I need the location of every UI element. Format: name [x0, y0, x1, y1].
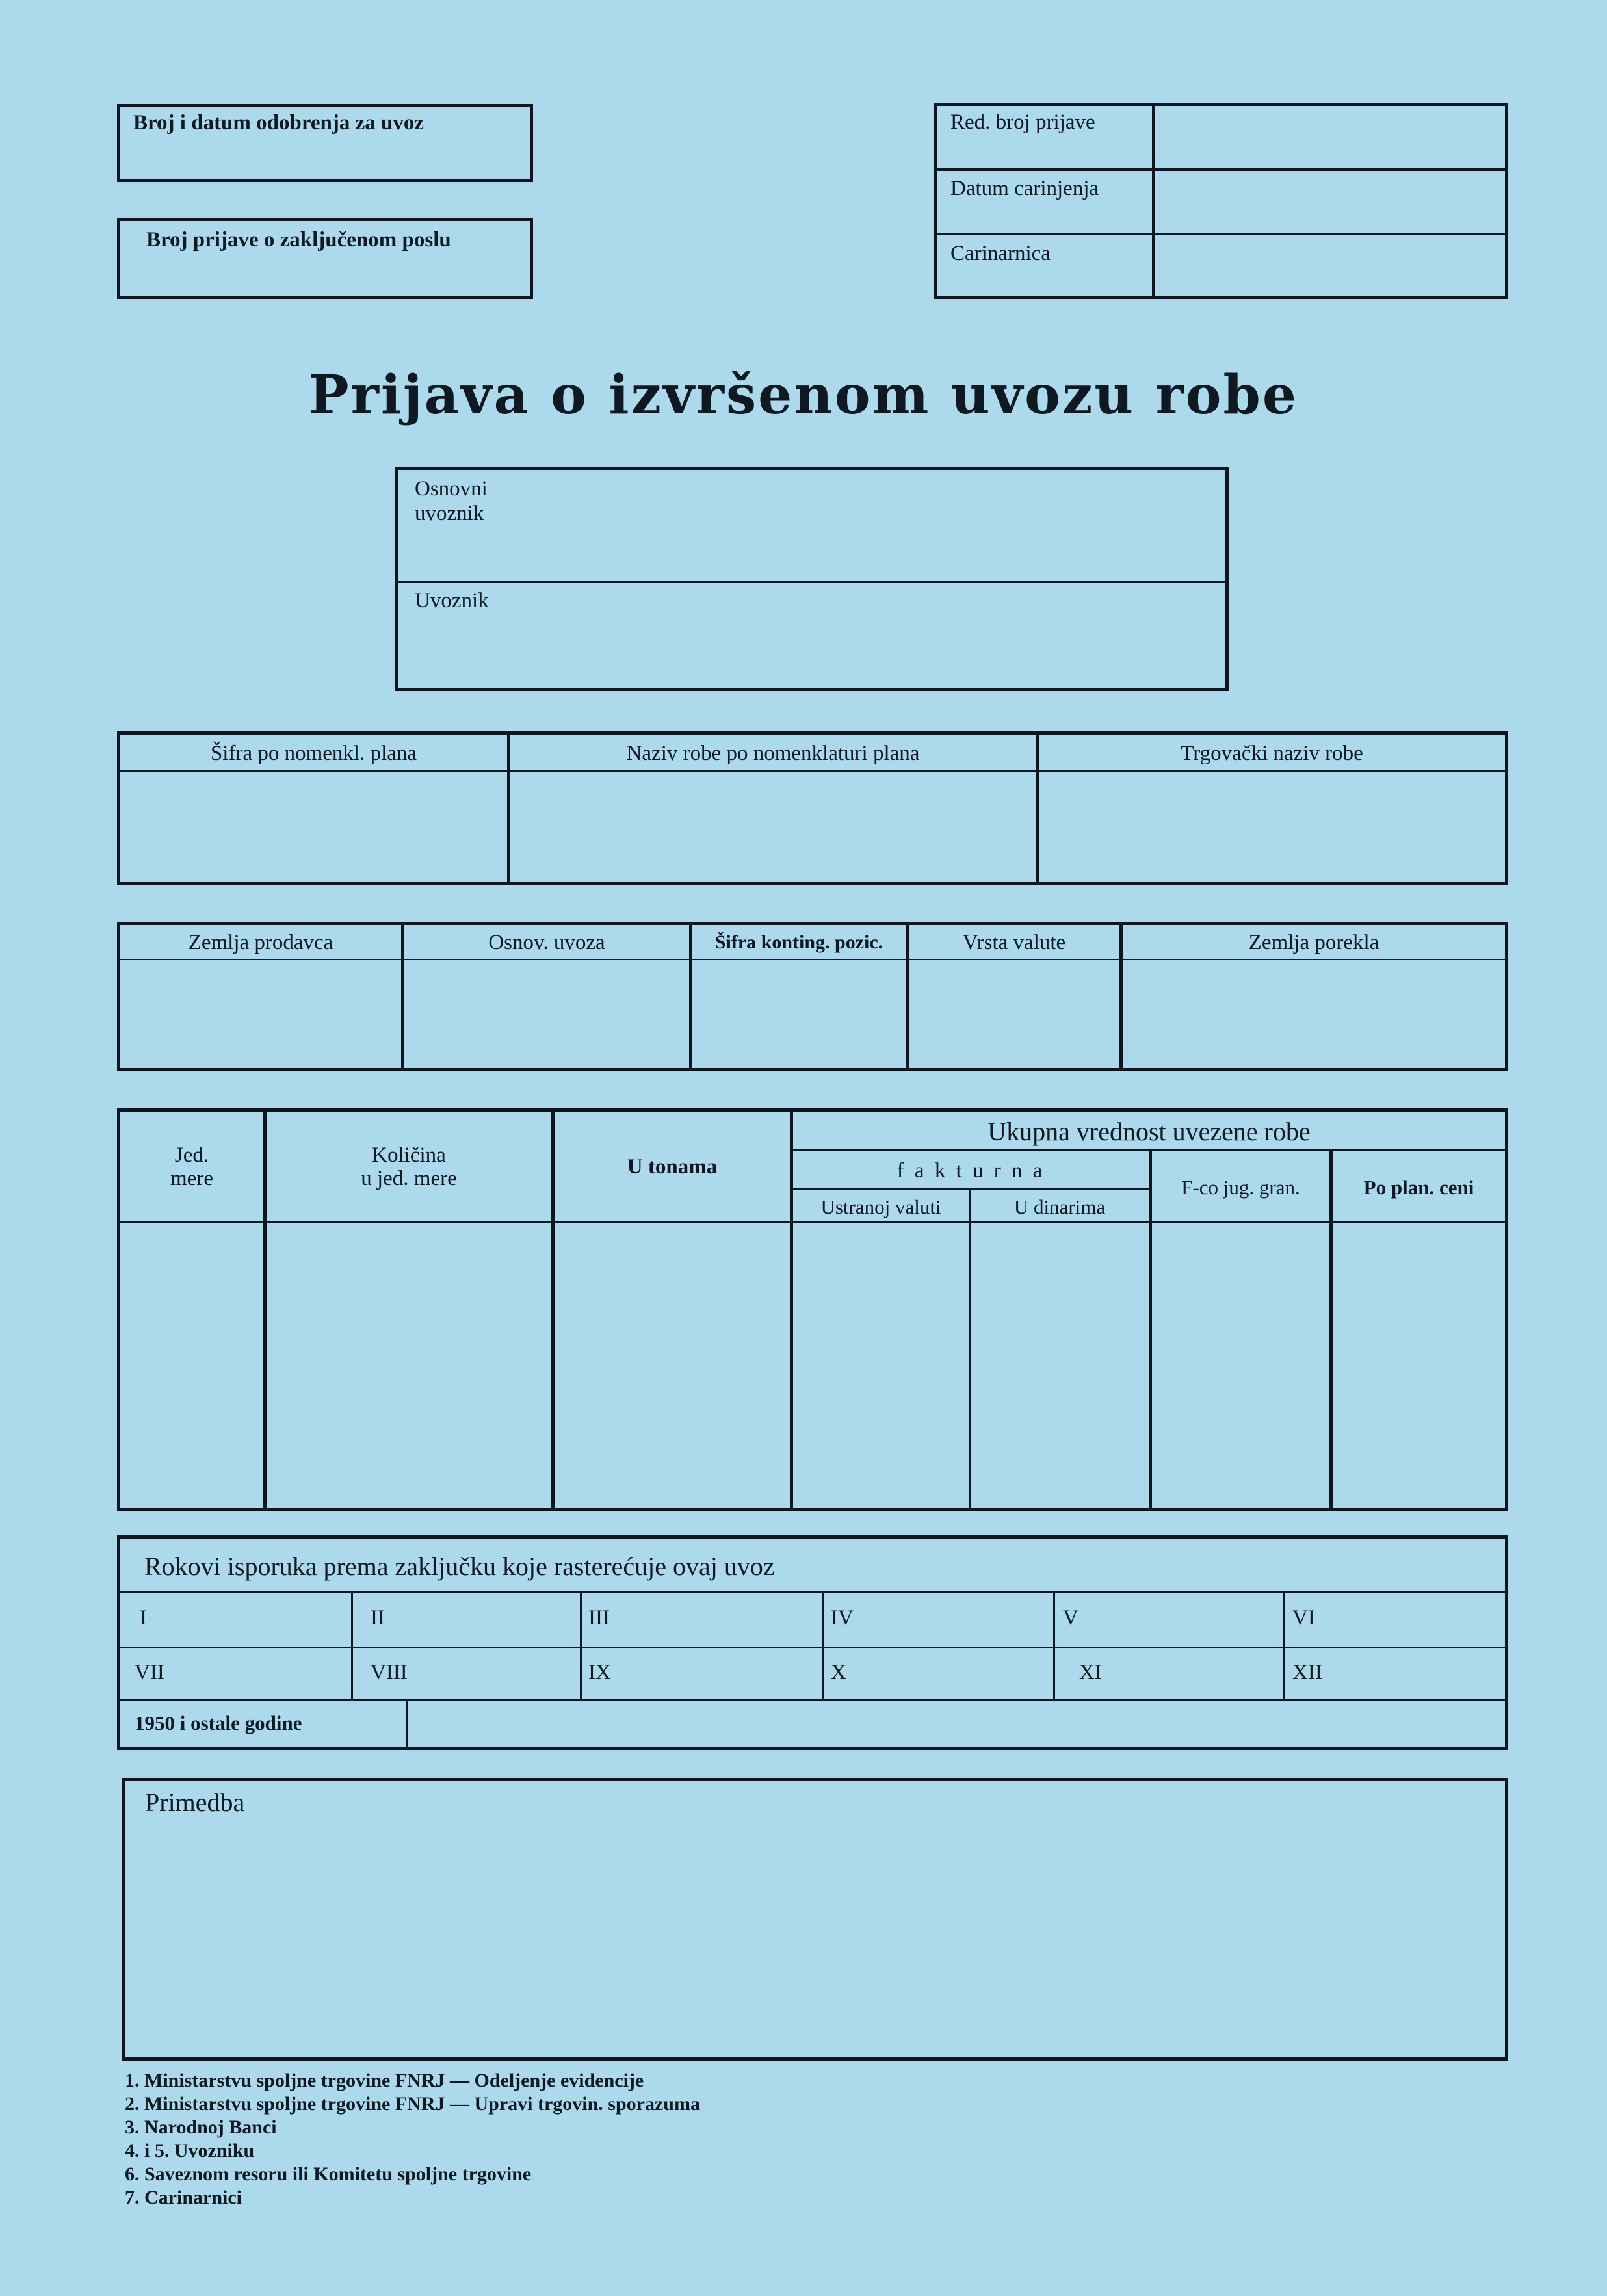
- basic-importer-field[interactable]: [613, 470, 1224, 581]
- foreign-currency-label: Ustranoj valuti: [820, 1195, 941, 1218]
- quantity-field[interactable]: [267, 1223, 551, 1508]
- customs-date-field[interactable]: [1155, 171, 1505, 233]
- importer-field[interactable]: [581, 584, 1224, 687]
- quota-code-field[interactable]: [692, 961, 906, 1068]
- customs-date-label: Datum carinjenja: [950, 177, 1099, 200]
- plan-price-field[interactable]: [1333, 1223, 1505, 1508]
- serial-number-field[interactable]: [1155, 106, 1505, 168]
- serial-number-label: Red. broj prijave: [950, 111, 1095, 134]
- contract-report-label: Broj prijave o zaključenom poslu: [146, 228, 451, 252]
- basic-importer-label-line2: uvoznik: [415, 502, 484, 525]
- month-cell[interactable]: X: [831, 1661, 846, 1684]
- plan-price-label: Po plan. ceni: [1363, 1176, 1474, 1199]
- unit-label-line2: mere: [170, 1167, 213, 1190]
- delivery-table: [117, 1535, 1508, 1750]
- distribution-item: 6. Saveznom resoru ili Komitetu spoljne trgovine: [125, 2163, 532, 2185]
- import-basis-field[interactable]: [404, 961, 689, 1068]
- unit-label-line1: Jed.: [174, 1143, 209, 1167]
- customs-office-field[interactable]: [1155, 235, 1505, 296]
- month-cell[interactable]: VIII: [371, 1661, 408, 1684]
- distribution-item: 7. Carinarnici: [125, 2187, 242, 2208]
- tons-field[interactable]: [555, 1223, 790, 1508]
- month-cell[interactable]: III: [588, 1606, 610, 1630]
- month-cell[interactable]: VII: [135, 1661, 164, 1684]
- month-cell[interactable]: I: [140, 1606, 147, 1630]
- quantities-table: [117, 1108, 1508, 1511]
- remarks-box: [122, 1778, 1508, 2061]
- form-title: Prijava o izvršenom uvozu robe: [309, 364, 1298, 426]
- total-value-label: Ukupna vrednost uvezene robe: [987, 1117, 1311, 1146]
- distribution-item: 1. Ministarstvu spoljne trgovine FNRJ — Odeljenje evidencije: [125, 2070, 644, 2091]
- currency-field[interactable]: [909, 961, 1119, 1068]
- approval-number-box[interactable]: [117, 104, 533, 182]
- month-cell[interactable]: II: [371, 1606, 385, 1630]
- distribution-item: 2. Ministarstvu spoljne trgovine FNRJ — Upravi trgovin. sporazuma: [125, 2093, 700, 2115]
- goods-code-field[interactable]: [120, 772, 507, 882]
- border-value-label: F-co jug. gran.: [1181, 1176, 1300, 1199]
- distribution-list: [125, 2069, 700, 2210]
- import-basis-label: Osnov. uvoza: [488, 931, 605, 954]
- origin-table: [117, 922, 1508, 1071]
- dinars-label: U dinarima: [1013, 1195, 1106, 1218]
- border-value-field[interactable]: [1152, 1223, 1329, 1508]
- other-years-field[interactable]: [410, 1702, 1505, 1747]
- remarks-field[interactable]: [125, 1820, 1505, 2057]
- origin-country-label: Zemlja porekla: [1248, 931, 1379, 954]
- remarks-label: Primedba: [145, 1788, 245, 1817]
- contract-report-box[interactable]: [117, 218, 533, 299]
- customs-record-table: [934, 103, 1508, 299]
- seller-country-label: Zemlja prodavca: [188, 931, 333, 954]
- goods-table: [117, 731, 1508, 885]
- other-years-label: 1950 i ostale godine: [135, 1712, 302, 1734]
- goods-name-label: Naziv robe po nomenklaturi plana: [626, 742, 920, 765]
- foreign-currency-field[interactable]: [793, 1223, 969, 1508]
- distribution-item: 4. i 5. Uvozniku: [125, 2140, 255, 2161]
- goods-name-field[interactable]: [510, 772, 1036, 882]
- quota-code-label: Šifra konting. pozic.: [714, 932, 883, 953]
- importer-box: [395, 467, 1229, 691]
- currency-label: Vrsta valute: [962, 931, 1066, 954]
- quantity-label-line1: Količina: [372, 1143, 446, 1167]
- importer-label: Uvoznik: [415, 589, 489, 612]
- tons-label: U tonama: [627, 1155, 718, 1179]
- origin-country-field[interactable]: [1123, 961, 1505, 1068]
- month-cell[interactable]: IV: [831, 1606, 854, 1630]
- month-cell[interactable]: XI: [1079, 1661, 1102, 1684]
- month-cell[interactable]: IX: [588, 1661, 611, 1684]
- delivery-heading: Rokovi isporuka prema zaključku koje rasterećuje ovaj uvoz: [144, 1552, 775, 1581]
- distribution-item: 3. Narodnoj Banci: [125, 2117, 277, 2138]
- month-cell[interactable]: VI: [1292, 1606, 1315, 1630]
- quantity-label-line2: u jed. mere: [361, 1167, 457, 1190]
- customs-office-label: Carinarnica: [950, 242, 1051, 265]
- month-cell[interactable]: XII: [1292, 1661, 1322, 1684]
- unit-field[interactable]: [120, 1223, 263, 1508]
- trade-name-field[interactable]: [1039, 772, 1505, 882]
- invoice-label: f a k t u r n a: [896, 1159, 1045, 1182]
- seller-country-field[interactable]: [120, 961, 401, 1068]
- trade-name-label: Trgovački naziv robe: [1181, 742, 1363, 765]
- approval-number-label: Broj i datum odobrenja za uvoz: [133, 111, 425, 135]
- basic-importer-label-line1: Osnovni: [415, 477, 488, 501]
- goods-code-label: Šifra po nomenkl. plana: [210, 742, 417, 765]
- month-cell[interactable]: V: [1063, 1606, 1078, 1630]
- dinars-field[interactable]: [971, 1223, 1149, 1508]
